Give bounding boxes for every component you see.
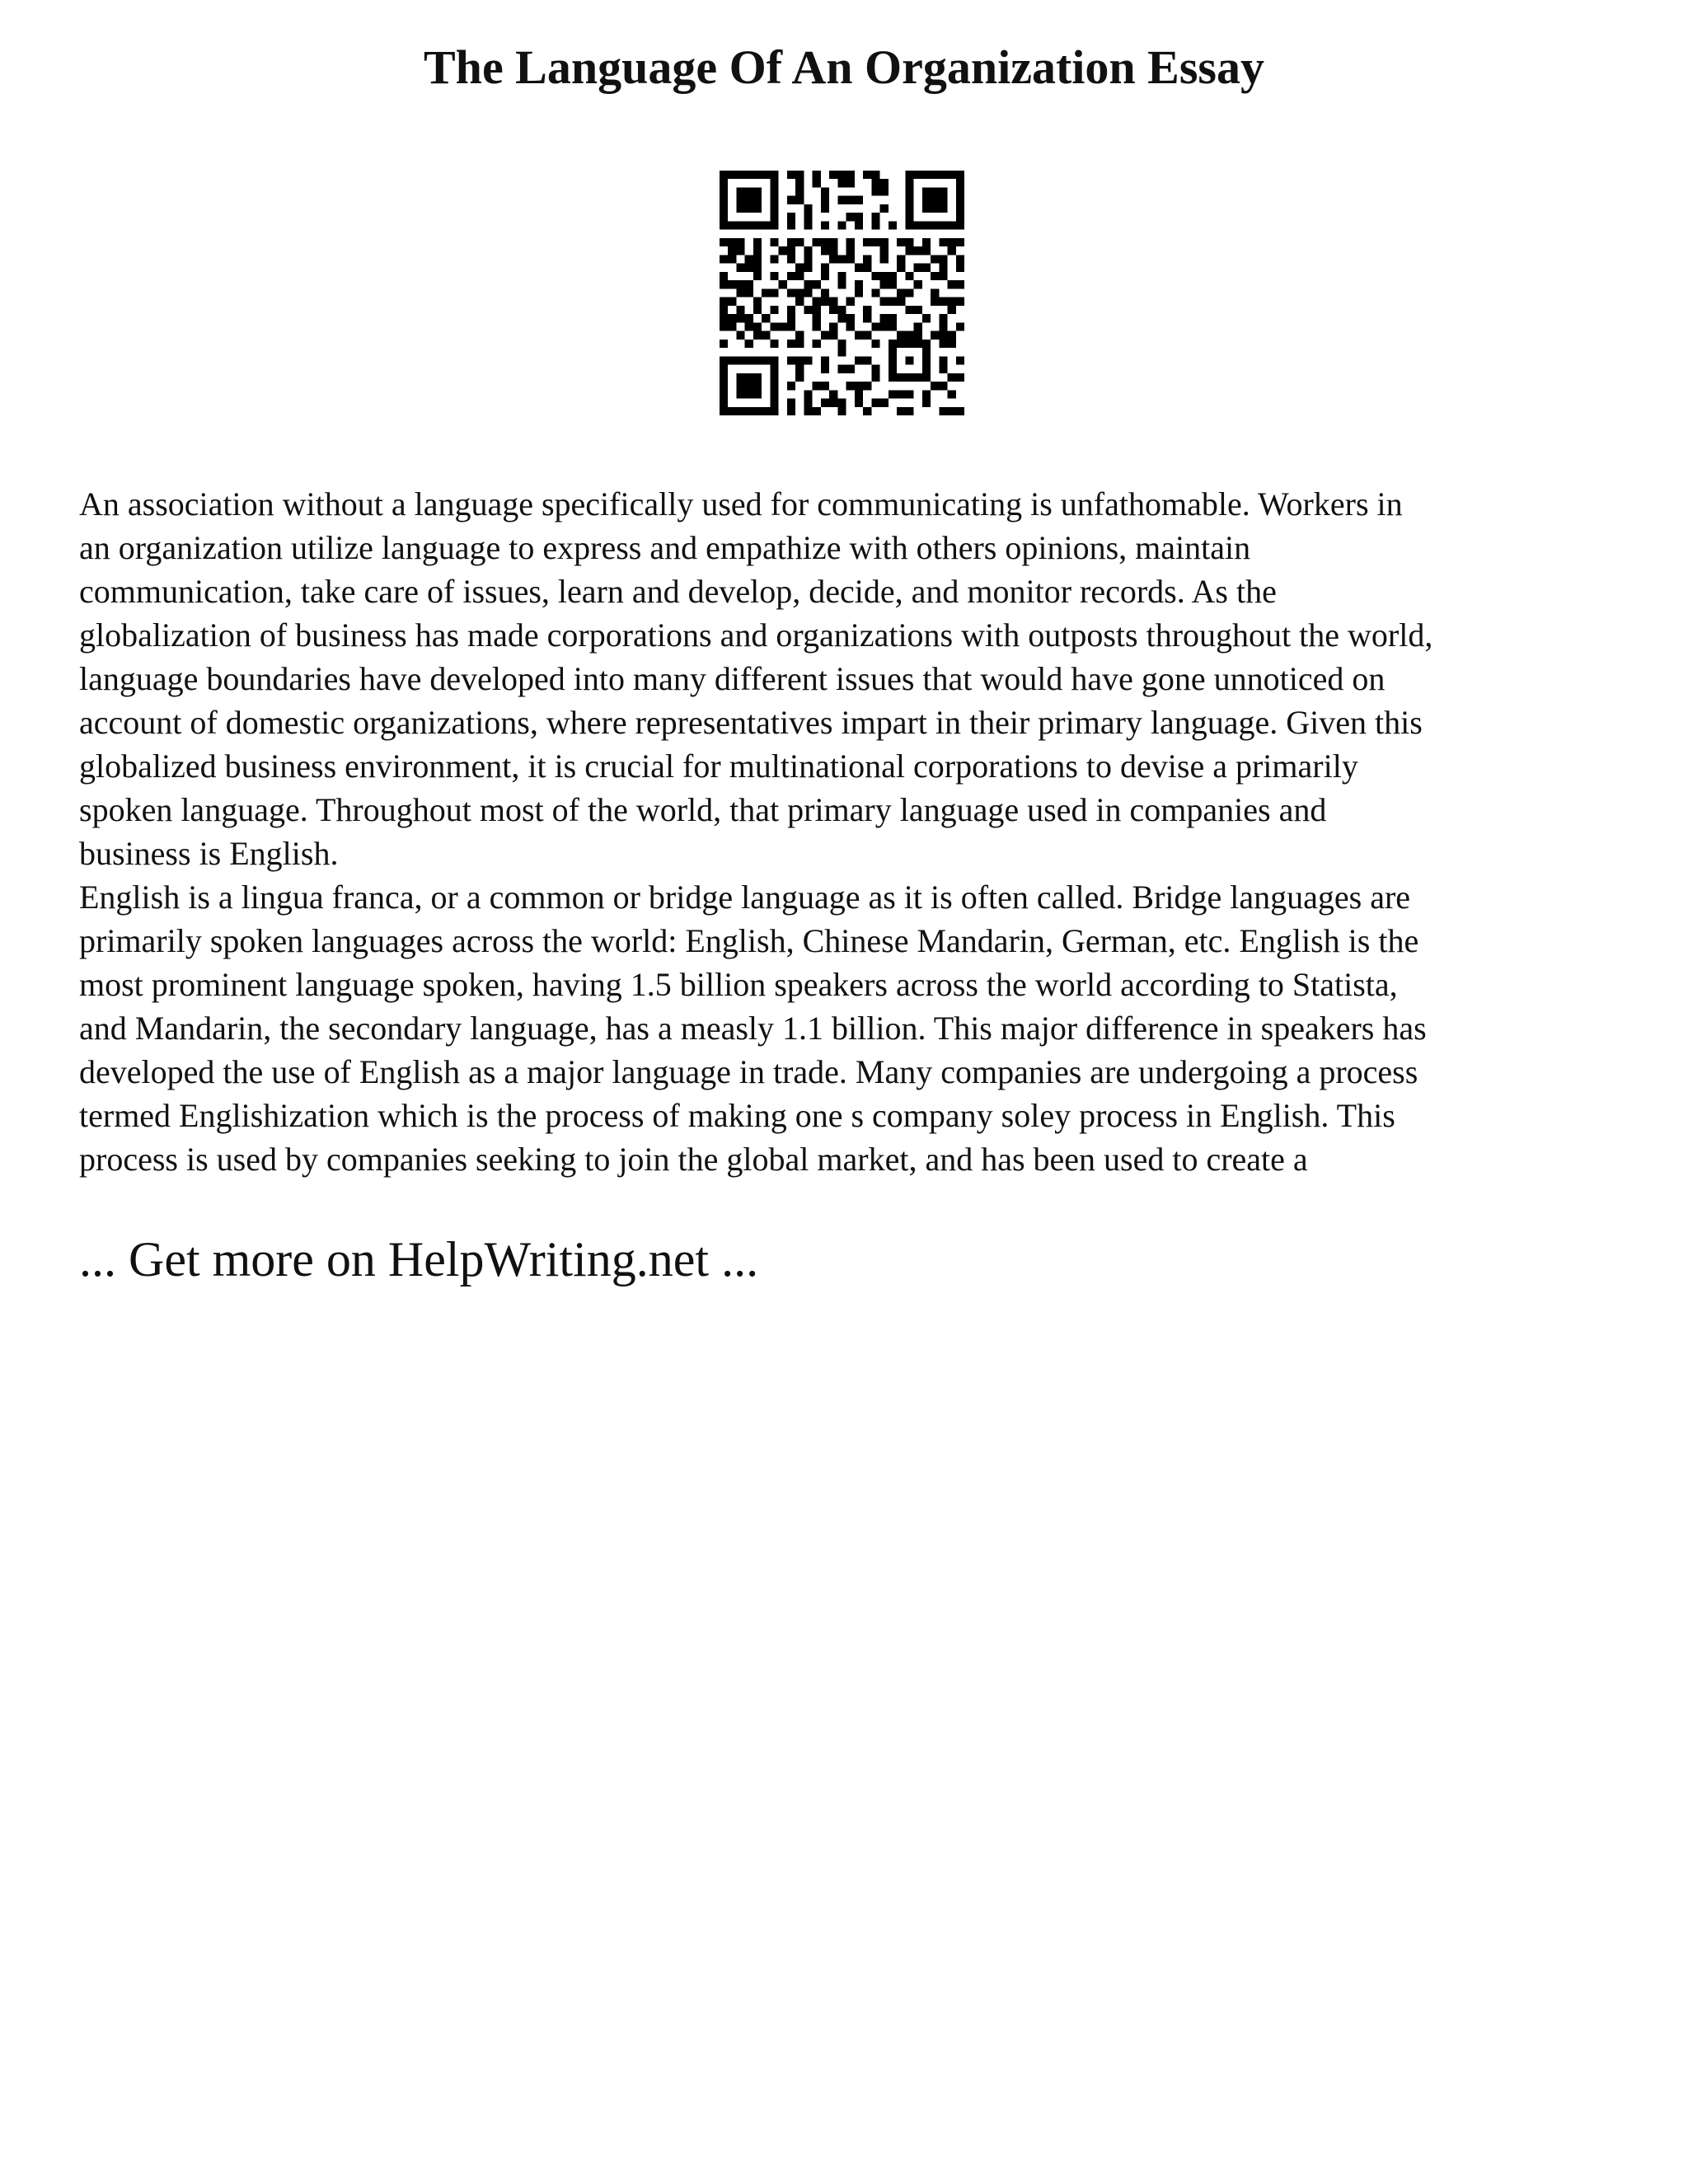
paragraph-line: communication, take care of issues, learn and develop, decide, and monitor records. As the xyxy=(79,573,1277,610)
qr-code-icon xyxy=(720,171,964,415)
paragraph-line: developed the use of English as a major language in trade. Many companies are undergoing a process xyxy=(79,1053,1418,1090)
paragraph-line: language boundaries have developed into many different issues that would have gone unnoticed on xyxy=(79,660,1386,697)
paragraph-line: account of domestic organizations, where representatives impart in their primary language. Given this xyxy=(79,704,1423,741)
paragraph-line: globalized business environment, it is crucial for multinational corporations to devise a primarily xyxy=(79,748,1358,785)
qr-code-graphic xyxy=(720,171,964,415)
paragraph-line: an organization utilize language to express and empathize with others opinions, maintain xyxy=(79,529,1251,566)
paragraph-line: and Mandarin, the secondary language, has a measly 1.1 billion. This major difference in speakers has xyxy=(79,1010,1427,1047)
get-more-link[interactable]: ... Get more on HelpWriting.net ... xyxy=(79,1232,759,1286)
document-title: The Language Of An Organization Essay xyxy=(424,40,1264,94)
paragraph-line: termed Englishization which is the process of making one s company soley process in English. This xyxy=(79,1097,1395,1134)
paragraph-line: English is a lingua franca, or a common or bridge language as it is often called. Bridge languages are xyxy=(79,879,1411,916)
paragraph-line: globalization of business has made corporations and organizations with outposts throughout the world, xyxy=(79,616,1433,654)
paragraph-line: most prominent language spoken, having 1.5 billion speakers across the world according to Statista, xyxy=(79,966,1398,1003)
paragraph-2 xyxy=(79,875,1629,1181)
paragraph-line: process is used by companies seeking to join the global market, and has been used to create a xyxy=(79,1141,1308,1178)
paragraph-line: primarily spoken languages across the world: English, Chinese Mandarin, German, etc. English is the xyxy=(79,922,1419,959)
essay-body xyxy=(79,482,1629,1181)
paragraph-1 xyxy=(79,482,1629,875)
paragraph-line: spoken language. Throughout most of the world, that primary language used in companies and xyxy=(79,791,1327,828)
paragraph-line: business is English. xyxy=(79,835,339,872)
paragraph-line: An association without a language specifically used for communicating is unfathomable. Workers in xyxy=(79,485,1403,523)
